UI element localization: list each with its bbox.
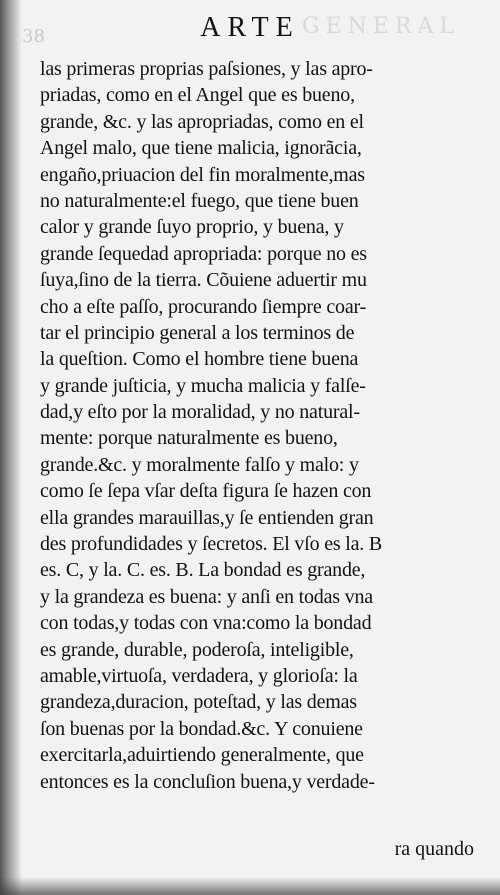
- bleed-through-text: GENERAL: [301, 14, 460, 39]
- text-line: cho a eſte paſſo, procurando ſiempre coar-: [40, 295, 367, 318]
- text-line: mente: porque naturalmente es bueno,: [40, 427, 338, 450]
- text-line: con todas,y todas con vna:como la bondad: [40, 612, 372, 635]
- running-header: ARTE: [200, 12, 300, 43]
- page-bottom-shadow: [0, 877, 500, 895]
- page-gutter-shadow: [0, 0, 22, 895]
- body-text: [40, 56, 480, 795]
- text-line: grande ſequedad apropriada: porque no es: [40, 242, 367, 265]
- text-line: ella grandes marauillas,y ſe entienden gran: [40, 506, 374, 529]
- text-line: Angel malo, que tiene malicia, ignorãcia,: [40, 137, 362, 160]
- text-line: dad,y eſto por la moralidad, y no natural-: [40, 401, 360, 424]
- text-line: ſuya,ſino de la tierra. Cõuiene aduertir mu: [40, 269, 367, 292]
- text-line: exercitarla,aduirtiendo generalmente, que: [40, 744, 364, 767]
- text-line: no naturalmente:el fuego, que tiene buen: [40, 189, 359, 212]
- text-line: como ſe ſepa vſar deſta figura ſe hazen con: [40, 480, 372, 503]
- text-line: es grande, durable, poderoſa, inteligible,: [40, 638, 354, 661]
- text-line: priadas, como en el Angel que es bueno,: [40, 84, 355, 107]
- text-line: y grande juſticia, y mucha malicia y falſe-: [40, 374, 366, 397]
- text-line: ſon buenas por la bondad.&c. Y conuiene: [40, 717, 363, 740]
- text-line: entonces es la concluſion buena,y verdade-: [40, 770, 375, 793]
- text-line: la queſtion. Como el hombre tiene buena: [40, 348, 359, 371]
- text-line: grande, &c. y las apropriadas, como en el: [40, 110, 364, 133]
- page-number: 38: [22, 26, 45, 47]
- text-line: engaño,priuacion del fin moralmente,mas: [40, 163, 365, 186]
- text-line: grandeza,duracion, poteſtad, y las demas: [40, 691, 357, 714]
- text-line: las primeras proprias paſsiones, y las apro-: [40, 58, 373, 80]
- text-line: amable,virtuoſa, verdadera, y glorioſa: la: [40, 664, 358, 687]
- text-line: calor y grande ſuyo proprio, y buena, y: [40, 216, 344, 239]
- catchword: ra quando: [394, 838, 474, 860]
- text-line: y la grandeza es buena: y anſi en todas vna: [40, 585, 373, 608]
- text-line: tar el principio general a los terminos de: [40, 321, 355, 344]
- text-line: des profundidades y ſecretos. El vſo es la. B: [40, 533, 383, 556]
- text-line: grande.&c. y moralmente falſo y malo: y: [40, 453, 359, 476]
- text-line: es. C, y la. C. es. B. La bondad es grande,: [40, 559, 366, 582]
